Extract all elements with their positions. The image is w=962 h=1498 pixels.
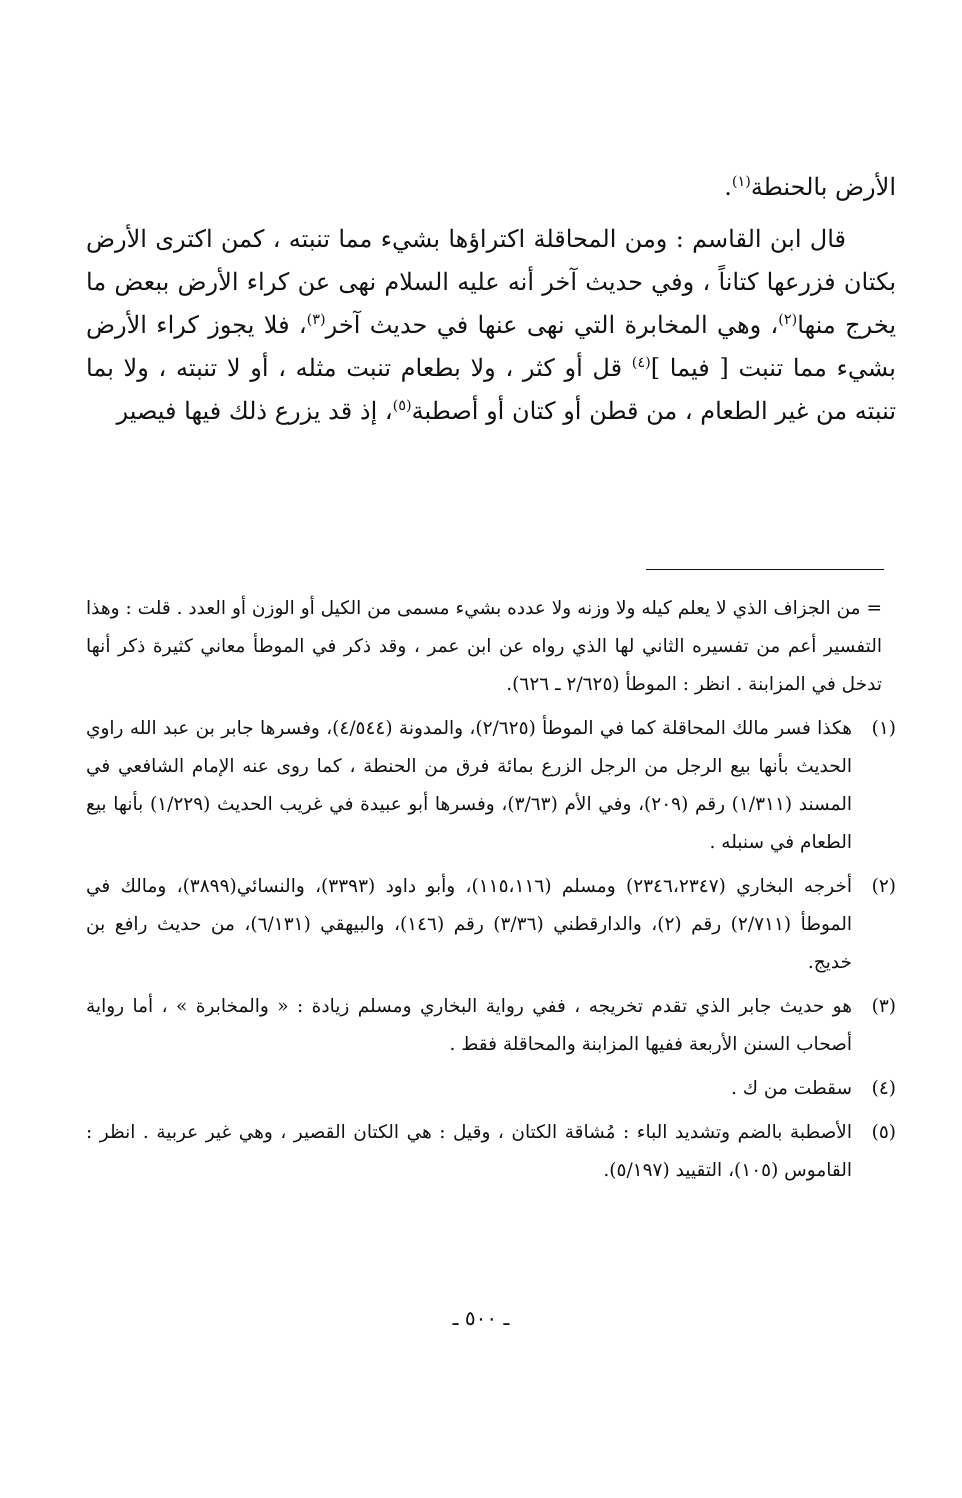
- paragraph-segment-4: قل أو كثر ، ولا بطعام تنبت مثله ، أو لا تنبته ، ولا بما تنبته من غير الطعام ، من قطن أو كتان أو أصطبة: [86, 354, 896, 425]
- paragraph-segment-1: قال ابن القاسم : ومن المحاقلة اكتراؤها بشيء مما تنبته ، كمن اكترى الأرض بكتان فزرعها كتاناً ، وفي حديث آخر أنه عليه السلام نهى عن كراء الأرض ببعض ما يخرج منها: [86, 225, 897, 339]
- footnote-continuation: = من الجزاف الذي لا يعلم كيله ولا وزنه ولا عدده بشيء مسمى من الكيل أو الوزن أو العدد . قلت : وهذا التفسير أعم من تفسيره الثاني لها الذي رواه عن ابن عمر ، وقد ذكر في الموطأ معاني كثيرة ذكر أنها تدخل في المزابنة . انظر : الموطأ (٢/٦٢٥ ـ ٦٢٦).: [86, 598, 882, 695]
- paragraph-segment-3: ، فلا يجوز كراء الأرض بشيء مما تنبت [ فيما ]: [86, 311, 896, 382]
- footnote-text: هو حديث جابر الذي تقدم تخريجه ، ففي رواية البخاري ومسلم زيادة : « والمخابرة » ، أما رواية أصحاب السنن الأربعة ففيها المزابنة والمحاقلة فقط .: [86, 996, 852, 1055]
- footnote-text: هكذا فسر مالك المحاقلة كما في الموطأ (٢/٦٢٥)، والمدونة (٤/٥٤٤)، وفسرها جابر بن عبد الله راوي الحديث بأنها بيع الرجل من الرجل الزرع بمائة فرق من الحنطة ، كما روى عنه الإمام الشافعي في المسند (١/٣١١) رقم (٢٠٩)، وفي الأم (٣/٦٣)، وفسرها أبو عبيدة في غريب الحديث (١/٢٢٩) بأنها بيع الطعام في سنبله .: [86, 718, 853, 853]
- footnote-number: (٤): [871, 1078, 896, 1099]
- footnote-text: الأصطبة بالضم وتشديد الباء : مُشاقة الكتان ، وقيل : هي الكتان القصير ، وهي غير عربية . انظر : القاموس (١٠٥)، التقييد (٥/١٩٧).: [86, 1122, 852, 1181]
- opening-line: [86, 166, 896, 209]
- footnote-4: [86, 1070, 896, 1108]
- opening-line-text: الأرض بالحنطة: [750, 173, 896, 201]
- page-number: ـ ٥٠٠ ـ: [452, 1306, 510, 1330]
- footnote-1: [86, 710, 896, 862]
- footnote-3: [86, 988, 896, 1064]
- footnote-number: (٥): [871, 1122, 896, 1143]
- footnote-number: (١): [871, 718, 896, 739]
- footnote-text: سقطت من ك .: [731, 1078, 852, 1099]
- opening-line-end: .: [724, 173, 732, 201]
- footnote-ref-4: (٤): [631, 355, 651, 371]
- footnote-separator: [646, 569, 884, 570]
- footnote-ref-5: (٥): [392, 398, 412, 414]
- footnote-ref-1: (١): [731, 174, 751, 190]
- footnotes-block: [86, 590, 896, 1196]
- footnote-text: أخرجه البخاري (٢٣٤٦،٢٣٤٧) ومسلم (١١٥،١١٦)، وأبو داود (٣٣٩٣)، والنسائي(٣٨٩٩)، ومالك في الموطأ (٢/٧١١) رقم (٢)، والدارقطني (٣/٣٦) رقم (١٤٦)، والبيهقي (٦/١٣١)، من حديث رافع بن خديج.: [86, 876, 852, 973]
- footnote-ref-2: (٢): [778, 312, 798, 328]
- footnote-number: (٣): [871, 996, 896, 1017]
- main-text-block: [86, 166, 896, 433]
- footnote-2: [86, 868, 896, 982]
- footnote-number: (٢): [871, 876, 896, 897]
- footnote-5: [86, 1114, 896, 1190]
- footnote-ref-3: (٣): [306, 312, 326, 328]
- paragraph-segment-2: ، وهي المخابرة التي نهى عنها في حديث آخر: [325, 311, 779, 339]
- paragraph-segment-5: ، إذ قد يزرع ذلك فيها فيصير: [116, 397, 393, 425]
- main-paragraph: [86, 218, 896, 433]
